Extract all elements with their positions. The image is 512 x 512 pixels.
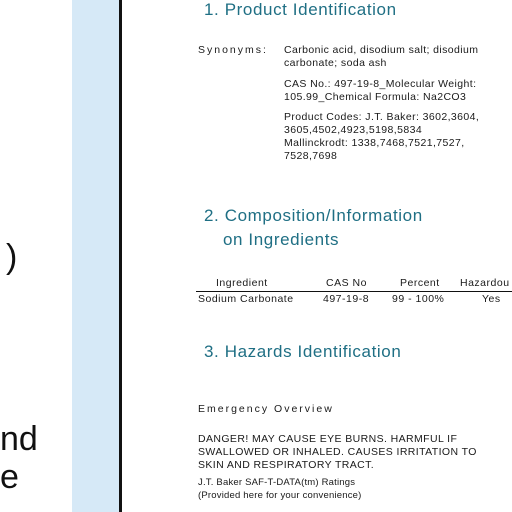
left-fragment-nd: nd bbox=[0, 420, 38, 458]
table-cell-percent: 99 - 100% bbox=[392, 293, 445, 305]
section-3-heading: 3. Hazards Identification bbox=[204, 342, 402, 361]
warning-line: SWALLOWED OR INHALED. CAUSES IRRITATION TO bbox=[198, 446, 477, 458]
product-id-line: Carbonic acid, disodium salt; disodium bbox=[284, 44, 479, 56]
product-id-line: 3605,4502,4923,5198,5834 bbox=[284, 124, 423, 136]
left-fragment-e: e bbox=[0, 458, 19, 496]
section-2-heading-line-2: on Ingredients bbox=[223, 230, 340, 249]
left-fragment-paren: ) bbox=[6, 238, 18, 276]
table-cell-hazardous: Yes bbox=[482, 293, 501, 305]
document-page bbox=[122, 0, 512, 512]
product-id-line: 105.99_Chemical Formula: Na2CO3 bbox=[284, 91, 467, 103]
sidebar-band bbox=[72, 0, 119, 512]
left-page-fragment bbox=[0, 0, 72, 512]
section-1-heading: 1. Product Identification bbox=[204, 0, 397, 19]
ratings-line: J.T. Baker SAF-T-DATA(tm) Ratings bbox=[198, 477, 356, 488]
product-id-line: carbonate; soda ash bbox=[284, 57, 387, 69]
ratings-line: (Provided here for your convenience) bbox=[198, 490, 362, 501]
warning-line: DANGER! MAY CAUSE EYE BURNS. HARMFUL IF bbox=[198, 433, 458, 445]
product-id-line: 7528,7698 bbox=[284, 150, 338, 162]
synonyms-label: Synonyms: bbox=[198, 44, 268, 56]
table-header-rule bbox=[196, 291, 512, 292]
table-header-percent: Percent bbox=[400, 277, 440, 289]
product-id-line: Product Codes: J.T. Baker: 3602,3604, bbox=[284, 111, 480, 123]
table-header-hazardous: Hazardou bbox=[460, 277, 510, 289]
table-header-cas-no: CAS No bbox=[326, 277, 367, 289]
section-2-heading-line-1: 2. Composition/Information bbox=[204, 206, 423, 225]
table-cell-ingredient: Sodium Carbonate bbox=[198, 293, 294, 305]
warning-line: SKIN AND RESPIRATORY TRACT. bbox=[198, 459, 375, 471]
product-id-line: Mallinckrodt: 1338,7468,7521,7527, bbox=[284, 137, 465, 149]
table-cell-cas-no: 497-19-8 bbox=[323, 293, 370, 305]
emergency-overview-label: Emergency Overview bbox=[198, 403, 334, 415]
table-header-ingredient: Ingredient bbox=[216, 277, 268, 289]
product-id-line: CAS No.: 497-19-8_Molecular Weight: bbox=[284, 78, 477, 90]
